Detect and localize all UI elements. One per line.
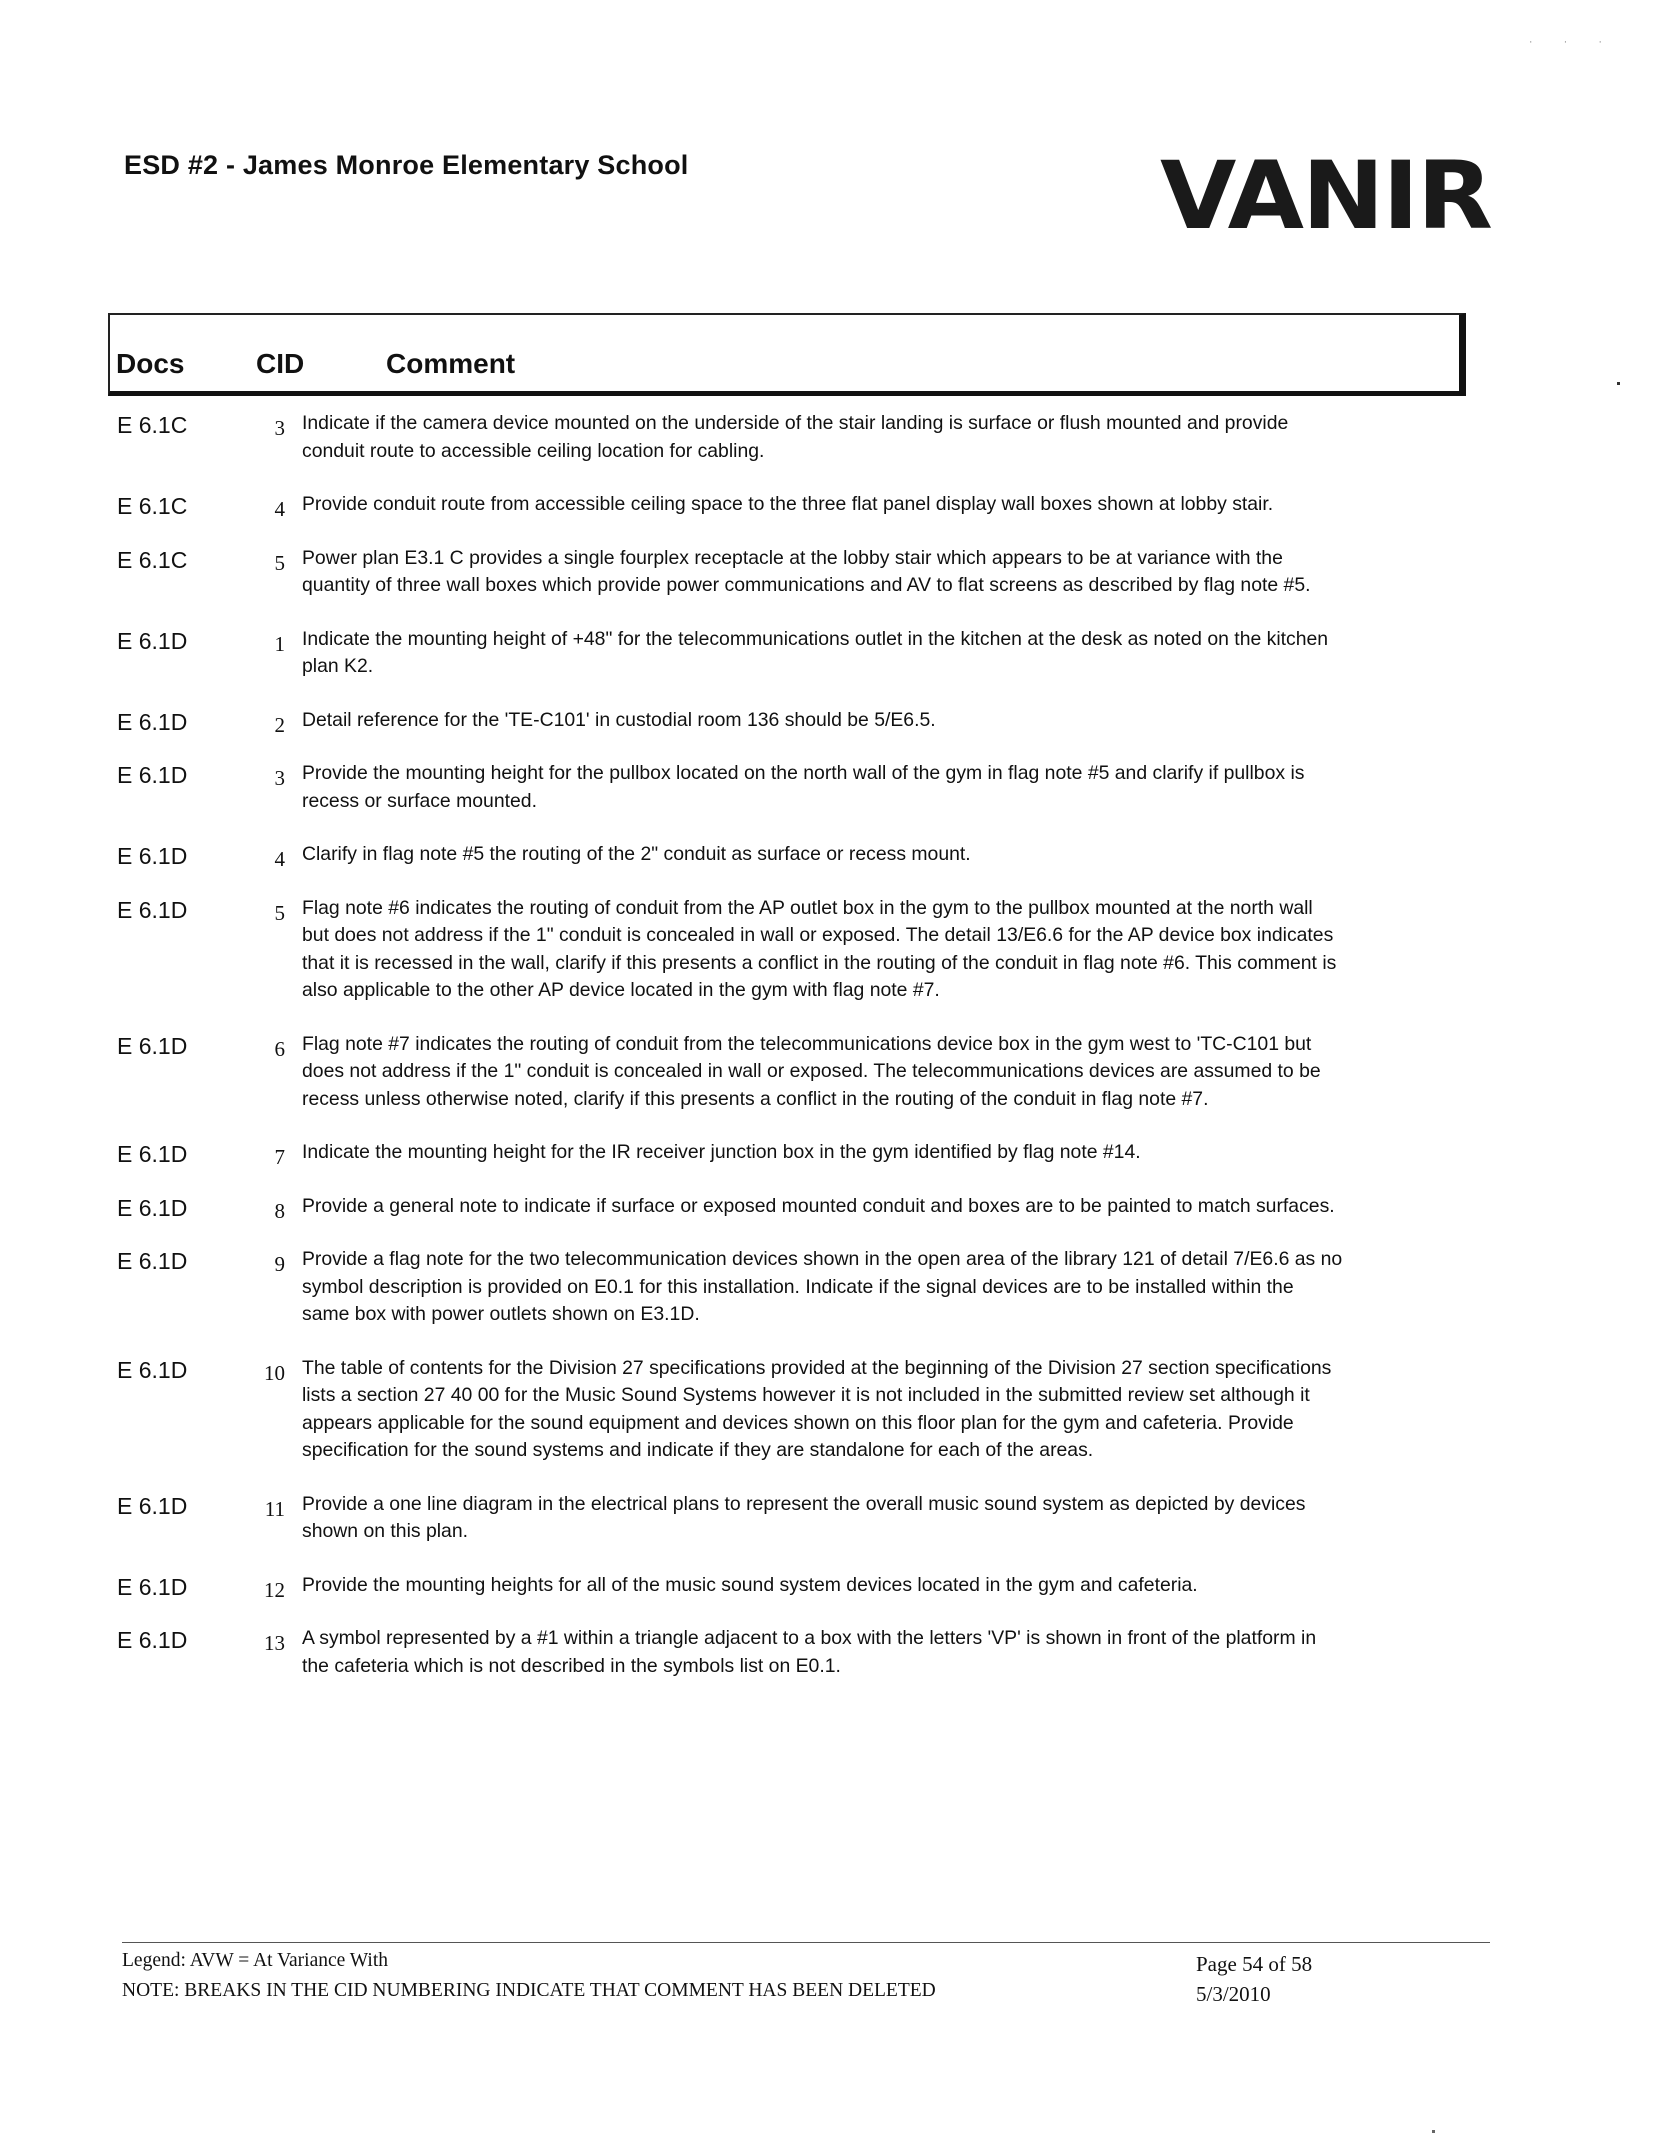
row-comment: Flag note #7 indicates the routing of conduit from the telecommunications device box in the gym west to 'TC-C101 but does not address if the 1" conduit is concealed in wall or exposed. The telecommunications devices are assumed to be recess unless otherwise noted, clarify if this presents a conflict in the routing of the conduit in flag note #7. [302, 1032, 1321, 1110]
footer-note: NOTE: BREAKS IN THE CID NUMBERING INDICATE THAT COMMENT HAS BEEN DELETED [122, 1980, 936, 2001]
row-doc-ref: E 6.1D [117, 762, 188, 788]
row-comment: Flag note #6 indicates the routing of conduit from the AP outlet box in the gym to the pullbox mounted at the north wall but does not address if the 1" conduit is concealed in wall or exposed. The detail 13/E6.6 for the AP device box indicates that it is recessed in the wall, clarify if this presents a conflict in the routing of the conduit in flag note #6. This comment is also applicable to the other AP device located in the gym with flag note #7. [302, 896, 1337, 1001]
page-date: 5/3/2010 [1196, 1982, 1271, 2006]
row-comment: Indicate the mounting height of +48" for the telecommunications outlet in the kitchen at the desk as noted on the kitchen plan K2. [302, 627, 1329, 677]
row-comment: Clarify in flag note #5 the routing of the 2" conduit as surface or recess mount. [302, 843, 971, 865]
row-cid: 9 [274, 1252, 285, 1276]
row-doc-ref: E 6.1D [117, 1573, 188, 1600]
row-comment: Provide a one line diagram in the electrical plans to represent the overall music sound system as depicted by devices shown on this plan. [302, 1492, 1306, 1542]
table-row [0, 760, 1664, 841]
table-header-box [108, 313, 1466, 396]
table-row [0, 1625, 1664, 1706]
row-doc-ref: E 6.1D [117, 1627, 188, 1653]
row-comment: A symbol represented by a #1 within a triangle adjacent to a box with the letters 'VP' is shown in front of the platform in the cafeteria which is not described in the symbols list on E0.1. [302, 1627, 1317, 1677]
table-row [0, 1572, 1664, 1626]
row-cid: 13 [264, 1631, 285, 1655]
vanir-logo: VANIR [1160, 142, 1491, 251]
row-cid: 3 [274, 766, 285, 790]
row-comment: Provide the mounting height for the pullbox located on the north wall of the gym in flag note #5 and clarify if pullbox is recess or surface mounted. [302, 762, 1305, 812]
row-cid: 5 [274, 900, 285, 925]
row-comment: Indicate the mounting height for the IR receiver junction box in the gym identified by flag note #14. [302, 1141, 1141, 1163]
row-doc-ref: E 6.1D [117, 1248, 188, 1274]
row-comment: The table of contents for the Division 27 specifications provided at the beginning of the Division 27 section specifications lists a section 27 40 00 for the Music Sound Systems however it is not included in the submitted review set although it appears applicable for the sound equipment and devices shown on this floor plan for the gym and cafeteria. Provide specification for the sound systems and indicate if they are standalone for each of the areas. [302, 1356, 1332, 1461]
row-cid: 1 [274, 631, 285, 656]
row-doc-ref: E 6.1D [117, 1032, 188, 1059]
row-comment: Provide a general note to indicate if surface or exposed mounted conduit and boxes are to be painted to match surfaces. [302, 1194, 1335, 1217]
footer-legend: Legend: AVW = At Variance With [122, 1950, 389, 1971]
row-doc-ref: E 6.1D [117, 1141, 188, 1167]
footer-notes [122, 1946, 936, 2006]
row-doc-ref: E 6.1C [117, 412, 188, 438]
row-comment: Provide the mounting heights for all of the music sound system devices located in the gym and cafeteria. [302, 1573, 1198, 1596]
column-header-docs: Docs [116, 348, 185, 379]
row-doc-ref: E 6.1D [117, 627, 188, 654]
scan-artifact-dot [1617, 382, 1620, 385]
row-comment: Provide a flag note for the two telecommunication devices shown in the open area of the library 121 of detail 7/E6.6 as no symbol description is provided on E0.1 for this installation. Indicate if the signal devices are to be installed within the same box with power outlets shown on E3.1D. [302, 1248, 1343, 1325]
row-doc-ref: E 6.1D [117, 708, 188, 735]
row-cid: 2 [274, 712, 285, 737]
row-cid: 4 [274, 497, 285, 521]
row-cid: 11 [264, 1496, 285, 1521]
row-cid: 6 [274, 1036, 285, 1061]
table-row [0, 1355, 1664, 1491]
table-row [0, 626, 1664, 707]
row-cid: 10 [264, 1360, 285, 1385]
row-comment: Provide conduit route from accessible ceiling space to the three flat panel display wall boxes shown at lobby stair. [302, 493, 1274, 515]
column-header-cid: CID [256, 348, 305, 379]
row-cid: 5 [274, 550, 285, 575]
page-number: Page 54 of 58 [1196, 1952, 1313, 1976]
scan-artifact-dot-bottom [1432, 2130, 1435, 2133]
footer-page-info [1196, 1949, 1312, 2009]
page-title: ESD #2 - James Monroe Elementary School [124, 150, 689, 180]
row-comment: Indicate if the camera device mounted on the underside of the stair landing is surface or flush mounted and provide conduit route to accessible ceiling location for cabling. [302, 412, 1289, 462]
table-row [0, 1031, 1664, 1140]
row-cid: 4 [274, 847, 285, 871]
table-row [0, 545, 1664, 626]
row-comment: Detail reference for the 'TE-C101' in custodial room 136 should be 5/E6.5. [302, 708, 936, 731]
row-doc-ref: E 6.1D [117, 896, 188, 923]
table-row [0, 1193, 1664, 1247]
row-doc-ref: E 6.1C [117, 546, 188, 573]
row-cid: 8 [274, 1198, 285, 1223]
column-header-comment: Comment [386, 348, 516, 379]
table-row [0, 491, 1664, 545]
table-row [0, 895, 1664, 1031]
scan-corner-marks: · · · [1528, 36, 1616, 48]
table-row [0, 1139, 1664, 1193]
table-row [0, 707, 1664, 761]
comment-table-body [0, 410, 1664, 1706]
footer-divider [122, 1942, 1490, 1943]
row-cid: 3 [274, 416, 285, 440]
row-doc-ref: E 6.1D [117, 1356, 188, 1383]
row-doc-ref: E 6.1D [117, 1492, 188, 1519]
row-doc-ref: E 6.1C [117, 493, 188, 519]
row-doc-ref: E 6.1D [117, 843, 188, 869]
table-row [0, 410, 1664, 491]
row-comment: Power plan E3.1 C provides a single fourplex receptacle at the lobby stair which appears to be at variance with the quantity of three wall boxes which provide power communications and AV to flat screens as described by flag note #5. [302, 546, 1311, 596]
row-doc-ref: E 6.1D [117, 1194, 188, 1221]
table-row [0, 1491, 1664, 1572]
table-row [0, 1246, 1664, 1355]
row-cid: 7 [274, 1145, 285, 1169]
row-cid: 12 [264, 1577, 285, 1602]
table-row [0, 841, 1664, 895]
